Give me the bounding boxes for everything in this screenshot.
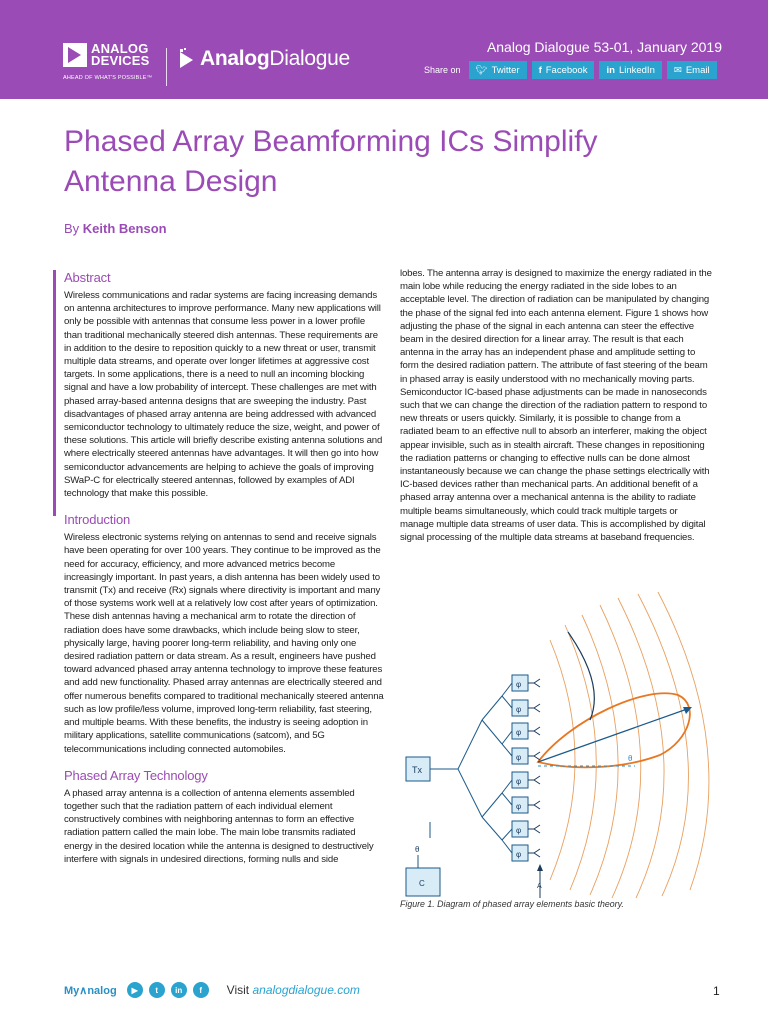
figure-theta-left: θ xyxy=(415,845,420,854)
share-email-button[interactable]: ✉ Email xyxy=(667,61,717,79)
myanalog-logo[interactable]: My∧nalog xyxy=(64,984,117,997)
header-divider xyxy=(166,48,167,86)
tx-block xyxy=(406,757,430,781)
phased-array-text: A phased array antenna is a collection of antenna elements assembled together such that the radiation pattern of each individual element constructively combines with neighboring antennas to form an effective radiation pattern called the main lobe. The main lobe transmits radiated energy in the desired location while the antenna is designed to destructively interfere with signals in undesired directions, forming nulls and side xyxy=(64,787,374,865)
share-facebook-button[interactable]: f Facebook xyxy=(532,61,595,79)
main-lobe xyxy=(538,693,690,767)
twitter-icon: 🐦︎ xyxy=(475,64,488,76)
visit-text xyxy=(227,983,360,997)
introduction-heading: Introduction xyxy=(64,512,131,528)
svg-text:φ: φ xyxy=(516,850,522,859)
phase-shifter xyxy=(512,772,528,788)
svg-text:φ: φ xyxy=(516,753,522,762)
site-link[interactable]: analogdialogue.com xyxy=(252,983,360,997)
visit-label: Visit xyxy=(226,983,250,997)
page-number: 1 xyxy=(713,984,720,998)
abstract-heading: Abstract xyxy=(64,270,111,285)
analog-dialogue-logo[interactable] xyxy=(178,47,350,71)
figure-c-label: C xyxy=(419,879,425,888)
email-icon: ✉ xyxy=(673,64,682,76)
phased-array-diagram xyxy=(400,590,740,900)
input-arrow-head xyxy=(537,864,543,871)
byline-prefix: By xyxy=(64,221,80,236)
share-linkedin-button[interactable]: in LinkedIn xyxy=(599,61,661,79)
ad-logo-bold: Analog xyxy=(200,47,270,70)
share-label: Share on xyxy=(424,65,461,75)
figure-1 xyxy=(400,590,740,900)
linkedin-icon: in xyxy=(606,64,615,76)
ad-logo-light: Dialogue xyxy=(269,47,350,70)
article-title: Phased Array Beamforming ICs Simplify Antenna Design xyxy=(64,125,598,198)
svg-text:φ: φ xyxy=(516,705,522,714)
phase-shifter xyxy=(512,748,528,764)
wavefront-arcs xyxy=(550,592,709,898)
share-twitter-button[interactable]: 🐦︎ Twitter xyxy=(469,61,527,79)
figure-theta-right: θ xyxy=(628,754,633,763)
introduction-text: Wireless electronic systems relying on antennas to send and receive signals have been operating for over 100 years. They continue to be improved as the need for accuracy, efficiency, and more advanced metrics become increasingly important. In past years, a dish antenna has been widely used to transmit (Tx) and receive (Rx) signals where directivity is important and many of those systems work well at a relatively low cost after years of optimization. These dish antennas having a mechanical arm to rotate the direction of radiation does have some drawbacks, which include being slow to steer, physically large, having poorer long-term reliability, and having only one desired radiation pattern or data stream. As a result, engineers have pushed toward advanced phased array antenna technology to improve these features and add new functionality. Phased array antennas are electrically steered and offer numerous benefits compared to traditional mechanically steered antenna such as low profile/less volume, improved long-term reliability, fast steering, and multiple beams. With these benefits, the industry is seeing adoption in military applications, satellite communications (satcom), and 5G telecommunications including connected automobiles. xyxy=(64,532,384,755)
left-column xyxy=(64,269,384,877)
svg-text:φ: φ xyxy=(516,826,522,835)
c-block xyxy=(406,868,440,896)
adi-tagline: AHEAD OF WHAT'S POSSIBLE™ xyxy=(63,75,153,81)
author-name: Keith Benson xyxy=(82,221,167,236)
feed-network xyxy=(430,683,512,853)
figure-tx-label: Tx xyxy=(412,765,422,775)
analog-devices-logo[interactable] xyxy=(63,43,149,67)
adi-name-line-2: DEVICES xyxy=(91,53,150,68)
analog-dialogue-logo-icon xyxy=(178,48,200,70)
steering-arc xyxy=(568,632,594,720)
svg-text:φ: φ xyxy=(516,802,522,811)
svg-text:φ: φ xyxy=(516,680,522,689)
byline xyxy=(64,221,167,236)
phase-shifter xyxy=(512,797,528,813)
continued-text: lobes. The antenna array is designed to maximize the energy radiated in the main lobe while reducing the energy radiated in the side lobes to an acceptable level. The direction of radiation can be manipulated by changing the phase of the signal fed into each antenna element. Figure 1 shows how adjusting the phase of the signal in each antenna can steer the effective beam in the desired direction for a linear array. The result is that each antenna in the array has an independent phase and amplitude setting to form the desired radiation pattern. The attribute of fast steering of the beam in phased array is easily understood with no mechanically moving parts. Semiconductor IC-based phase adjustments can be made in nanoseconds such that we can change the direction of the radiation pattern to respond to new threats or users quickly. Similarly, it is possible to change from a radiated beam to an effective null to absorb an interferer, making the object appear invisible, such as in stealth aircraft. These changes in repositioning the radiation patterns or changing to effective nulls can be done almost instantaneously because we can change the phase settings electrically with IC-based devices rather than mechanical parts. An additional benefit of a phased array antenna over a mechanical antenna is the ability to radiate multiple beams simultaneously, which could track multiple targets or manage multiple data streams of user data. This is accomplished by digital signal processing of the multiple data streams at baseband frequencies. xyxy=(400,268,712,544)
facebook-icon[interactable]: f xyxy=(193,982,209,998)
figure-caption: Figure 1. Diagram of phased array elements basic theory. xyxy=(400,899,624,909)
page-header xyxy=(0,0,768,99)
right-column xyxy=(400,267,712,544)
phase-shifter xyxy=(512,821,528,837)
figure-a-label: A xyxy=(537,883,542,890)
phase-shifter xyxy=(512,723,528,739)
svg-text:φ: φ xyxy=(516,777,522,786)
abstract-text: Wireless communications and radar systems are facing increasing demands on antenna architectures to improve performance. Many new applications will only be possible with antennas that consume less power in a lower profile than traditional mechanically steered dish antennas. These requirements are in addition to the desire to reposition quickly to a new threat or user, transmit multiple data streams, and operate over longer lifetimes at aggressive cost targets. In some applications, there is a need to null an incoming blocking signal and have a low probability of intercept. These challenges are met with phased array-based antenna designs that are sweeping the industry. Past disadvantages of phased array antenna are being addressed with advanced semiconductor technology to ultimately reduce the size, weight, and power of these solutions. This article will briefly describe existing antenna solutions and where electrically steered antennas have advantages. It will then go into how semiconductor advancements are helping to achieve the goals of improving SWaP-C for electrically steered antennas, followed by examples of ADI technology that make this possible. xyxy=(64,290,383,500)
phased-array-heading: Phased Array Technology xyxy=(64,767,208,783)
abstract-accent-bar xyxy=(53,270,56,516)
facebook-icon: f xyxy=(538,64,542,76)
phase-shifter xyxy=(512,845,528,861)
page-footer xyxy=(64,982,360,998)
linkedin-icon[interactable]: in xyxy=(171,982,187,998)
adi-triangle-icon xyxy=(63,43,87,67)
adi-name-line-1: ANALOG xyxy=(91,41,149,56)
issue-label: Analog Dialogue 53-01, January 2019 xyxy=(486,39,722,55)
phase-shifter xyxy=(512,675,528,691)
share-bar xyxy=(424,61,717,79)
phase-shifter-column xyxy=(512,675,528,861)
youtube-icon[interactable]: ▶ xyxy=(127,982,143,998)
svg-text:φ: φ xyxy=(516,728,522,737)
phase-shifter xyxy=(512,700,528,716)
antenna-elements xyxy=(528,679,540,857)
twitter-icon[interactable]: t xyxy=(149,982,165,998)
